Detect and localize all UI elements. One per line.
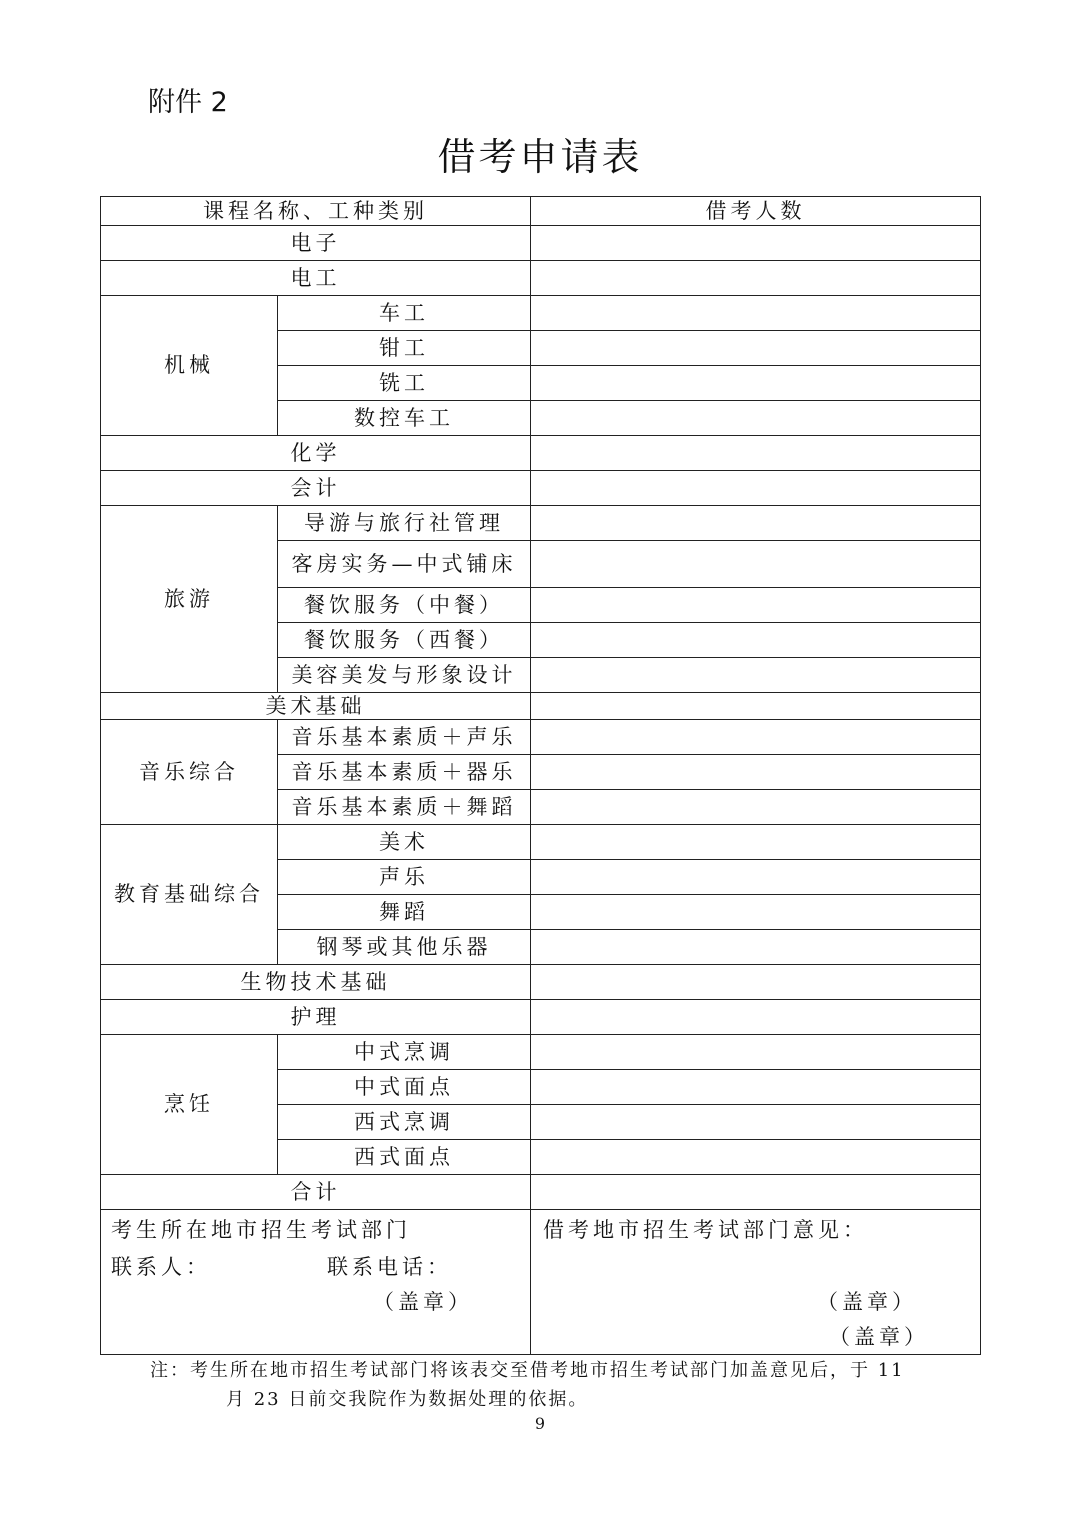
category-cell: 车工	[278, 296, 531, 331]
category-cell: 音乐基本素质＋声乐	[278, 720, 531, 755]
count-input-cell[interactable]	[531, 588, 981, 623]
table-header-row	[101, 197, 981, 226]
category-cell: 数控车工	[278, 401, 531, 436]
category-cell: 电子	[101, 226, 531, 261]
category-cell: 电工	[101, 261, 531, 296]
application-table	[100, 196, 981, 1355]
count-input-cell[interactable]	[531, 1105, 981, 1140]
category-cell: 美术	[278, 825, 531, 860]
host-department-cell[interactable]	[531, 1210, 981, 1355]
table-row	[101, 825, 981, 860]
table-row	[101, 226, 981, 261]
count-input-cell[interactable]	[531, 658, 981, 693]
source-department-label: 考生所在地市招生考试部门	[111, 1218, 411, 1242]
category-cell: 钢琴或其他乐器	[278, 930, 531, 965]
total-label: 合计	[101, 1175, 531, 1210]
category-cell: 舞蹈	[278, 895, 531, 930]
seal-label: （盖章）	[829, 1325, 929, 1349]
count-input-cell[interactable]	[531, 366, 981, 401]
count-input-cell[interactable]	[531, 226, 981, 261]
category-cell: 美术基础	[101, 693, 531, 720]
count-input-cell[interactable]	[531, 720, 981, 755]
table-row	[101, 261, 981, 296]
page-number: 9	[534, 1414, 546, 1433]
total-input-cell[interactable]	[531, 1175, 981, 1210]
count-input-cell[interactable]	[531, 401, 981, 436]
table-row	[101, 693, 981, 720]
count-input-cell[interactable]	[531, 261, 981, 296]
count-input-cell[interactable]	[531, 506, 981, 541]
category-cell: 会计	[101, 471, 531, 506]
count-input-cell[interactable]	[531, 895, 981, 930]
table-row	[101, 506, 981, 541]
table-row	[101, 436, 981, 471]
category-cell: 中式烹调	[278, 1035, 531, 1070]
count-input-cell[interactable]	[531, 930, 981, 965]
count-input-cell[interactable]	[531, 1035, 981, 1070]
group-cell: 旅游	[101, 506, 278, 693]
count-input-cell[interactable]	[531, 693, 981, 720]
table-row	[101, 296, 981, 331]
count-input-cell[interactable]	[531, 331, 981, 366]
total-row	[101, 1175, 981, 1210]
footnote-line-1: 注：考生所在地市招生考试部门将该表交至借考地市招生考试部门加盖意见后，于 11	[150, 1360, 905, 1381]
count-input-cell[interactable]	[531, 1140, 981, 1175]
seal-label: （盖章）	[817, 1290, 917, 1314]
table-row	[101, 1035, 981, 1070]
category-cell: 钳工	[278, 331, 531, 366]
category-cell: 美容美发与形象设计	[278, 658, 531, 693]
table-row	[101, 1000, 981, 1035]
category-cell: 导游与旅行社管理	[278, 506, 531, 541]
group-cell: 烹饪	[101, 1035, 278, 1175]
category-cell: 生物技术基础	[101, 965, 531, 1000]
count-input-cell[interactable]	[531, 296, 981, 331]
contact-person-label: 联系人：	[111, 1255, 211, 1279]
count-input-cell[interactable]	[531, 471, 981, 506]
category-cell: 声乐	[278, 860, 531, 895]
table-row	[101, 965, 981, 1000]
footnote	[150, 1356, 980, 1414]
form-title: 借考申请表	[437, 135, 643, 179]
category-cell: 音乐基本素质＋器乐	[278, 755, 531, 790]
category-cell: 音乐基本素质＋舞蹈	[278, 790, 531, 825]
category-cell: 西式面点	[278, 1140, 531, 1175]
group-cell: 音乐综合	[101, 720, 278, 825]
count-input-cell[interactable]	[531, 1000, 981, 1035]
footnote-line-2: 月 23 日前交我院作为数据处理的依据。	[226, 1389, 589, 1410]
category-cell: 西式烹调	[278, 1105, 531, 1140]
count-input-cell[interactable]	[531, 623, 981, 658]
count-input-cell[interactable]	[531, 965, 981, 1000]
signature-row	[101, 1210, 981, 1355]
host-department-opinion-label: 借考地市招生考试部门意见：	[543, 1218, 868, 1242]
source-department-cell[interactable]	[101, 1210, 531, 1355]
category-cell: 中式面点	[278, 1070, 531, 1105]
category-cell: 餐饮服务（西餐）	[278, 623, 531, 658]
count-input-cell[interactable]	[531, 790, 981, 825]
count-input-cell[interactable]	[531, 1070, 981, 1105]
category-cell: 铣工	[278, 366, 531, 401]
group-cell: 机械	[101, 296, 278, 436]
count-input-cell[interactable]	[531, 755, 981, 790]
table-row	[101, 471, 981, 506]
seal-label: （盖章）	[373, 1290, 473, 1314]
count-input-cell[interactable]	[531, 541, 981, 588]
category-cell: 护理	[101, 1000, 531, 1035]
group-cell: 教育基础综合	[101, 825, 278, 965]
attachment-label: 附件 2	[148, 87, 228, 118]
table-row	[101, 720, 981, 755]
count-input-cell[interactable]	[531, 860, 981, 895]
count-input-cell[interactable]	[531, 825, 981, 860]
header-category: 课程名称、工种类别	[101, 197, 531, 226]
category-cell: 餐饮服务（中餐）	[278, 588, 531, 623]
category-cell: 客房实务—中式铺床	[278, 541, 531, 588]
count-input-cell[interactable]	[531, 436, 981, 471]
contact-phone-label: 联系电话：	[327, 1255, 452, 1279]
category-cell: 化学	[101, 436, 531, 471]
header-count: 借考人数	[531, 197, 981, 226]
